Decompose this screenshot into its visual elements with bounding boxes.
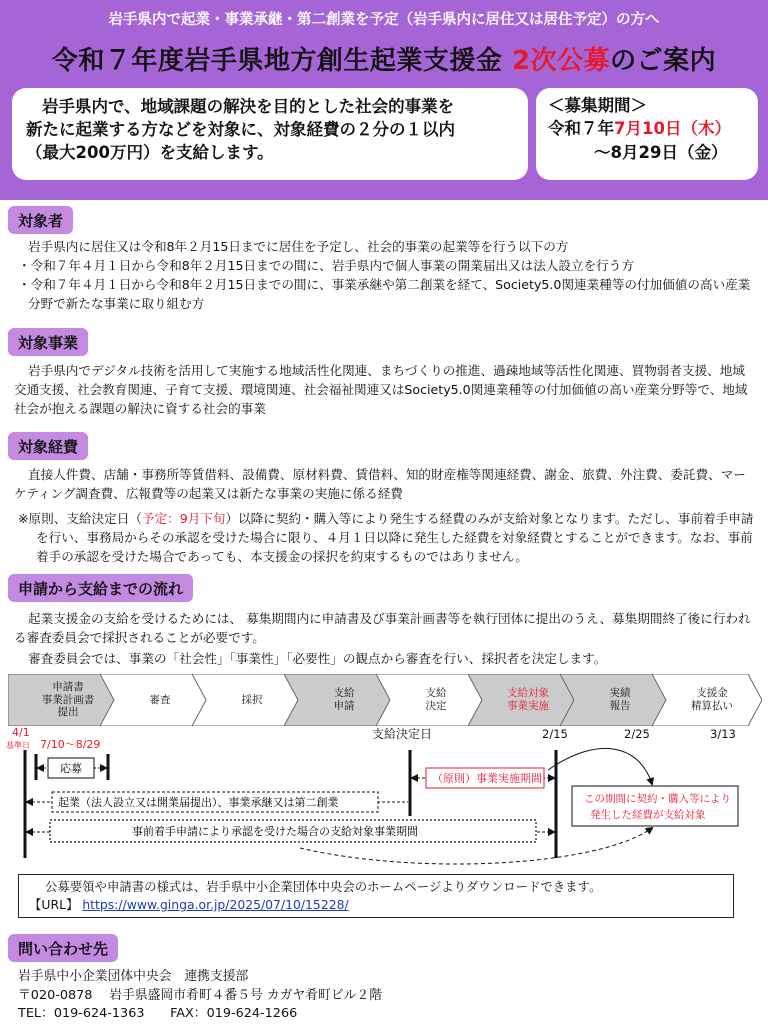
section-heading-contact: 問い合わせ先 bbox=[8, 934, 118, 962]
target-body bbox=[14, 238, 754, 314]
download-url-line bbox=[29, 896, 723, 914]
summary-line: （最大200万円）を支給します。 bbox=[26, 142, 274, 162]
target-intro: 岩手県内に居住又は令和8年２月15日までに居住を予定し、社会的事業の起業等を行う以下の方 bbox=[28, 239, 569, 254]
date-0225: 2/25 bbox=[624, 727, 650, 741]
contact-info bbox=[18, 968, 382, 1024]
target-item: ・令和７年４月１日から令和8年２月15日までの間に、事業承継や第二創業を経て、Society5.0関連業種等の付加価値の高い産業分野で新たな事業に取り組む方 bbox=[18, 276, 751, 311]
download-link[interactable]: https://www.ginga.or.jp/2025/07/10/15228/ bbox=[82, 896, 349, 912]
period-start-line: 令和７年7月10日（木） bbox=[548, 119, 731, 139]
flow-step-label: 支援金 精算払い bbox=[691, 687, 733, 712]
summary-box bbox=[12, 88, 528, 180]
flow-text-2: 審査委員会では、事業の「社会性」「事業性」「必要性」の観点から審査を行い、採択者を決定します。 bbox=[28, 651, 607, 666]
url-label: 【URL】 bbox=[29, 896, 79, 912]
summary-line: 岩手県内で、地域課題の解決を目的とした社会的事業を bbox=[42, 97, 455, 116]
flow-step-label: 支給 決定 bbox=[425, 687, 447, 712]
title-tail: のご案内 bbox=[610, 46, 717, 76]
period-start: 7月10日（木） bbox=[614, 119, 731, 139]
apply-label: 応募 bbox=[60, 762, 82, 775]
page-title bbox=[0, 40, 768, 77]
note-line-2: 発生した経費が支給対象 bbox=[590, 809, 706, 821]
period-label: 7/10～8/29 bbox=[40, 738, 101, 751]
section-heading-target: 対象者 bbox=[8, 206, 73, 234]
flow-step-label: 審査 bbox=[149, 693, 171, 706]
date-0215: 2/15 bbox=[542, 727, 568, 741]
download-box bbox=[18, 874, 734, 918]
download-text: 公募要領や申請書の様式は、岩手県中小企業団体中央会のホームページよりダウンロードできます。 bbox=[45, 879, 602, 894]
flow-text-1: 起業支援金の支給を受けるためには、 募集期間内に申請書及び事業計画書等を執行団体に提出のうえ、募集期間終了後に行われる審査委員会で採択されることが必要です。 bbox=[14, 611, 751, 645]
expenses-note-red: 予定：9月下旬 bbox=[141, 511, 226, 526]
flow-steps bbox=[8, 674, 758, 726]
date-0401: 4/1 bbox=[12, 726, 30, 739]
section-heading-flow: 申請から支給までの流れ bbox=[8, 574, 193, 602]
business-text: 岩手県内でデジタル技術を活用して実施する地域活性化関連、まちづくりの推進、過疎地域等活性化関連、買物弱者支援、地域交通支援、社会教育関連、子育て支援、環境関連、社会福祉関連又はSociety5.0関連業種等の付加価値の高い産業分野等で、地域社会が抱える課題の解決に資する社会的事業 bbox=[14, 363, 748, 416]
flow-step-label: 採択 bbox=[241, 693, 263, 706]
header-band bbox=[0, 0, 768, 200]
principle-period-label: （原則）事業実施期間 bbox=[432, 772, 542, 785]
target-item: ・令和７年４月１日から令和8年２月15日までの間に、岩手県内で個人事業の開業届出又は法人設立を行う方 bbox=[18, 257, 634, 273]
flow-step-label: 支給対象 事業実施 bbox=[507, 687, 549, 712]
decision-date-label: 支給決定日 bbox=[372, 727, 433, 741]
section-heading-expenses: 対象経費 bbox=[8, 432, 88, 460]
flow-step bbox=[652, 674, 762, 726]
note-line-1: この期間に契約・購入等により bbox=[584, 793, 731, 805]
contact-address: 〒020-0878 岩手県盛岡市肴町４番５号 カガヤ肴町ビル２階 bbox=[18, 987, 383, 1003]
summary-line: 新たに起業する方などを対象に、対象経費の２分の１以内 bbox=[26, 119, 455, 139]
advance-period-label: 事前着手申請により承認を受けた場合の支給対象事業期間 bbox=[132, 825, 418, 838]
period-heading: ＜募集期間＞ bbox=[548, 96, 647, 115]
title-main: 令和７年度岩手県地方創生起業支援金 bbox=[51, 46, 503, 76]
startup-label: 起業（法人設立又は開業届提出）、事業承継又は第二創業 bbox=[58, 796, 339, 809]
flow-step-label: 支給 申請 bbox=[333, 687, 355, 712]
expenses-text: 直接人件費、店舗・事務所等賃借料、設備費、原材料費、賃借料、知的財産権等関連経費、謝金、旅費、外注費、委託費、マーケティング調査費、広報費等の起業又は新たな事業の実施に係る経費 bbox=[14, 467, 746, 501]
title-accent: 2次公募 bbox=[511, 46, 611, 76]
period-end: ～8月29日（金） bbox=[594, 142, 728, 162]
lead-text: 岩手県内で起業・事業承継・第二創業を予定（岩手県内に居住又は居住予定）の方へ bbox=[108, 12, 660, 28]
flow-step-label: 実績 報告 bbox=[609, 687, 631, 712]
date-0313: 3/13 bbox=[710, 727, 736, 741]
timeline-diagram bbox=[0, 726, 768, 876]
expenses-note: ※原則、支給決定日（予定：9月下旬）以降に契約・購入等により発生する経費のみが支給対象となります。ただし、事前着手申請を行い、事務局からその承認を受けた場合に限り、４月１日以降に発生した経費を対象経費とすることができます。なお、事前着手の承認を受けた場合であっても、本支援金の採択を約束するものではありません。 bbox=[18, 511, 754, 564]
contact-org: 岩手県中小企業団体中央会 連携支援部 bbox=[18, 969, 249, 984]
contact-tel-fax: TEL：019-624-1363 FAX：019-624-1266 bbox=[18, 1006, 298, 1022]
period-box bbox=[536, 88, 758, 180]
section-heading-business: 対象事業 bbox=[8, 328, 88, 356]
kijunbi-label: 基準日 bbox=[6, 741, 30, 750]
flow-step-label: 申請書 事業計画書 提出 bbox=[41, 681, 95, 719]
